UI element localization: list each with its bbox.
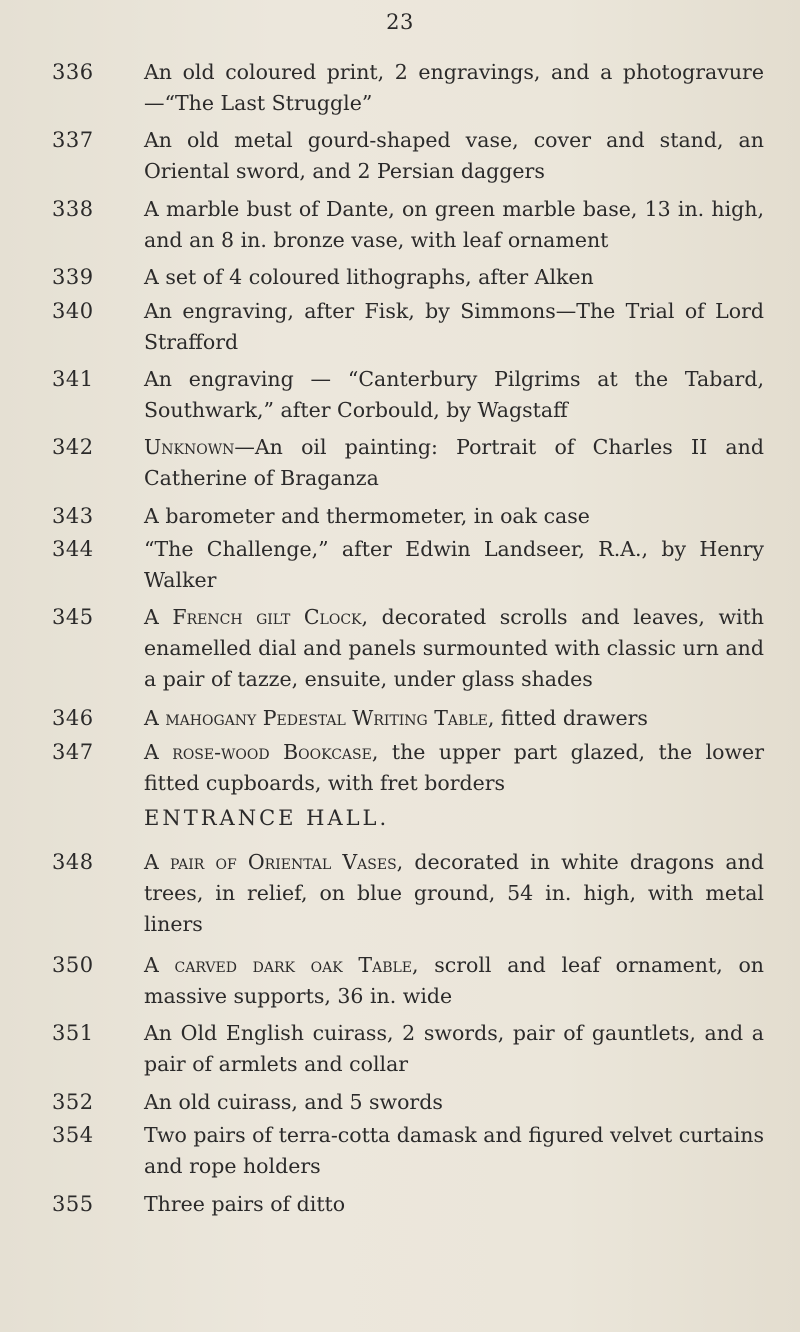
- lot-description: An old metal gourd-shaped vase, cover and stand, an Oriental sword, and 2 Persian daggers: [144, 128, 764, 183]
- lot-text: —An oil painting: Portrait of Charles II and Catherine of Braganza: [144, 435, 764, 490]
- lot-number: 350: [52, 953, 94, 977]
- lot-description: [144, 737, 764, 799]
- lot-number: 351: [52, 1021, 94, 1045]
- lot-number: 355: [52, 1192, 94, 1216]
- lot-text: , decorated in white dragons and trees, in relief, on blue ground, 54 in. high, with metal liners: [144, 850, 764, 936]
- lot-lead: A rose-wood Bookcase: [144, 740, 372, 764]
- section-heading: ENTRANCE HALL.: [144, 806, 390, 830]
- lot-number: 347: [52, 740, 94, 764]
- lot-number: 343: [52, 504, 94, 528]
- lot-number: 344: [52, 537, 94, 561]
- lot-number: 339: [52, 265, 94, 289]
- lot-description: [144, 602, 764, 695]
- lot-number: 338: [52, 197, 94, 221]
- lot-lead: A carved dark oak Table: [144, 953, 413, 977]
- lot-description: Two pairs of terra-cotta damask and figured velvet curtains and rope holders: [144, 1123, 764, 1178]
- lot-description: A marble bust of Dante, on green marble base, 13 in. high, and an 8 in. bronze vase, with leaf ornament: [144, 197, 764, 252]
- lot-lead: A mahogany Pedestal Writing Table: [144, 706, 488, 730]
- lot-number: 348: [52, 850, 94, 874]
- lot-description: An engraving, after Fisk, by Simmons—The Trial of Lord Strafford: [144, 299, 764, 354]
- lot-description: Three pairs of ditto: [144, 1192, 346, 1216]
- lot-text: , fitted drawers: [487, 706, 648, 730]
- lot-description: [144, 950, 764, 1012]
- lot-text: , the upper part glazed, the lower fitted cupboards, with fret borders: [144, 740, 764, 795]
- lot-lead: A French gilt Clock: [144, 605, 362, 629]
- lot-number: 354: [52, 1123, 94, 1147]
- lot-text: , decorated scrolls and leaves, with enamelled dial and panels surmounted with classic urn and a pair of tazze, ensuite, under glass shades: [144, 605, 764, 691]
- lot-number: 346: [52, 706, 94, 730]
- lot-number: 342: [52, 435, 94, 459]
- page-number: 23: [386, 10, 414, 34]
- lot-text: , scroll and leaf ornament, on massive supports, 36 in. wide: [144, 953, 764, 1008]
- lot-number: 336: [52, 60, 94, 84]
- lot-description: A barometer and thermometer, in oak case: [144, 504, 590, 528]
- lot-description: An old cuirass, and 5 swords: [144, 1090, 443, 1114]
- lot-number: 352: [52, 1090, 94, 1114]
- lot-description: [144, 432, 764, 494]
- lot-lead: Unknown: [144, 435, 235, 459]
- lot-description: A set of 4 coloured lithographs, after Alken: [144, 265, 594, 289]
- lot-number: 340: [52, 299, 94, 323]
- lot-number: 341: [52, 367, 94, 391]
- lot-description: An Old English cuirass, 2 swords, pair of gauntlets, and a pair of armlets and collar: [144, 1021, 764, 1076]
- lot-description: [144, 847, 764, 940]
- lot-description: [144, 703, 764, 734]
- lot-number: 337: [52, 128, 94, 152]
- lot-number: 345: [52, 605, 94, 629]
- lot-description: An old coloured print, 2 engravings, and a photogravure —“The Last Struggle”: [144, 60, 764, 115]
- lot-lead: A pair of Oriental Vases: [144, 850, 397, 874]
- lot-description: “The Challenge,” after Edwin Landseer, R.A., by Henry Walker: [144, 537, 764, 592]
- lot-description: An engraving — “Canterbury Pilgrims at the Tabard, Southwark,” after Corbould, by Wagstaff: [144, 367, 764, 422]
